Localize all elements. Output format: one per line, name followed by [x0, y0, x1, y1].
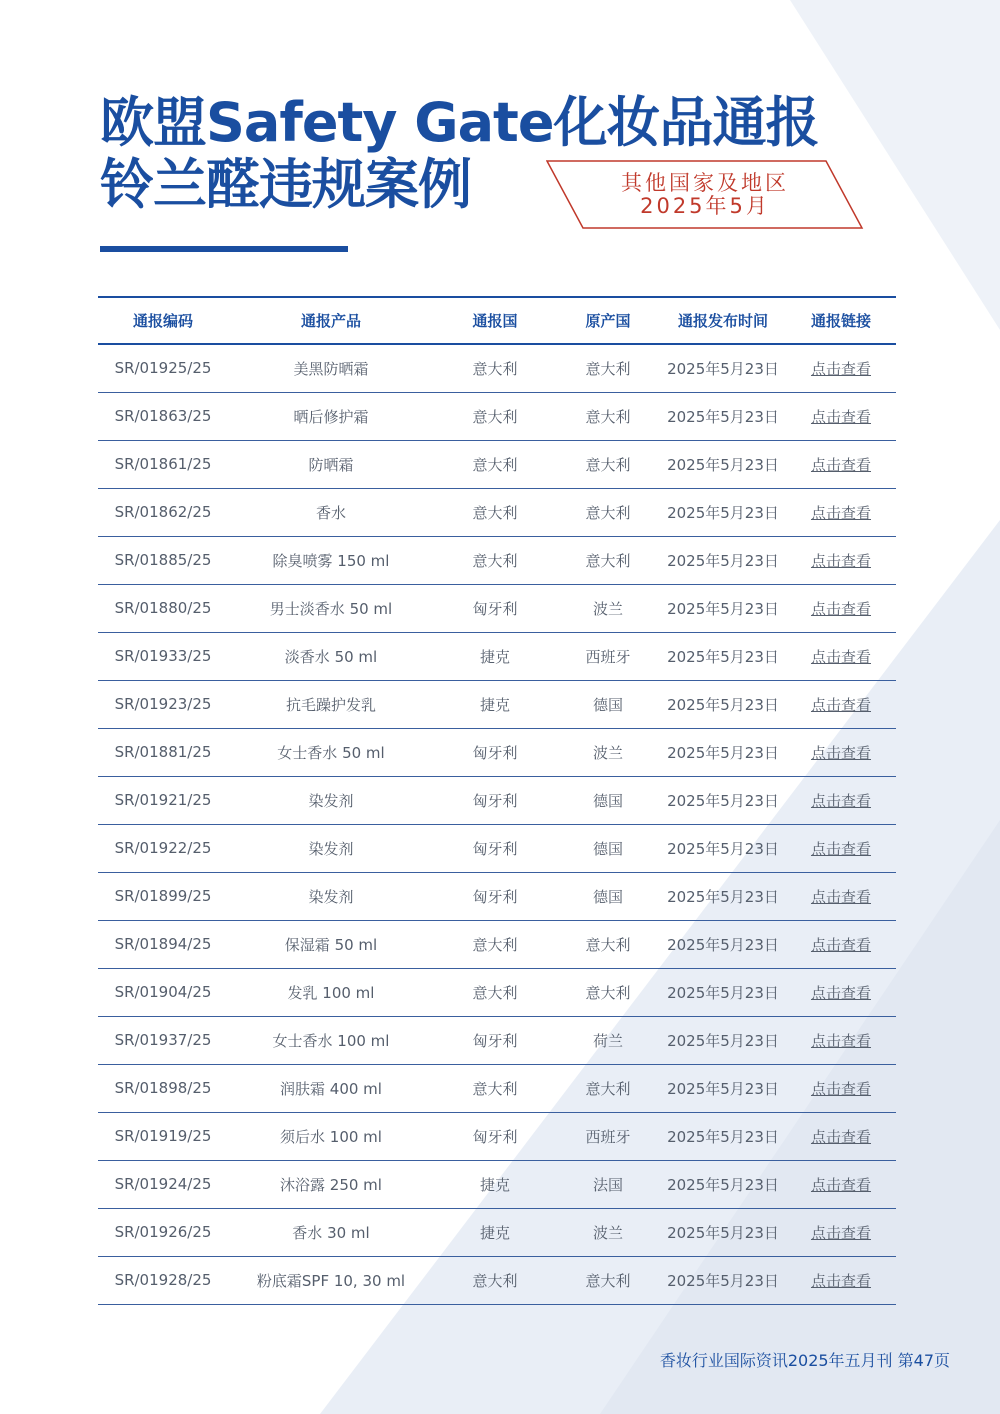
cell-link — [786, 536, 896, 584]
cell-product: 美黑防晒霜 — [293, 359, 369, 378]
cell-notifying-country: 意大利 — [472, 983, 518, 1002]
cell-origin-country: 意大利 — [585, 1271, 631, 1290]
cell-notifying-country: 意大利 — [472, 455, 518, 474]
table-body — [98, 344, 896, 1304]
cell-notifying-country: 匈牙利 — [472, 887, 518, 906]
cell-origin-country: 意大利 — [585, 455, 631, 474]
cell-date: 2025年5月23日 — [667, 1175, 779, 1194]
cell-link — [786, 632, 896, 680]
cell-code: SR/01923/25 — [114, 695, 212, 713]
cell-date: 2025年5月23日 — [667, 983, 779, 1002]
region-date-tag — [546, 160, 864, 230]
cell-origin-country: 德国 — [592, 695, 623, 714]
header-product: 通报产品 — [300, 312, 361, 330]
cell-notifying-country: 匈牙利 — [472, 1031, 518, 1050]
cell-code: SR/01861/25 — [114, 455, 212, 473]
cell-notifying-country: 意大利 — [472, 1271, 518, 1290]
cell-notifying-country: 意大利 — [472, 935, 518, 954]
page-footer: 香妆行业国际资讯2025年五月刊 第47页 — [659, 1351, 950, 1370]
cell-origin-country: 波兰 — [592, 743, 623, 762]
table-row — [98, 536, 896, 584]
cell-origin-country: 法国 — [592, 1175, 623, 1194]
view-link[interactable]: 点击查看 — [810, 791, 871, 810]
view-link[interactable]: 点击查看 — [810, 695, 871, 714]
cell-code: SR/01898/25 — [114, 1079, 212, 1097]
cell-product: 女士香水 100 ml — [272, 1031, 390, 1050]
cell-product: 润肤霜 400 ml — [280, 1079, 382, 1098]
table-row — [98, 968, 896, 1016]
header-code: 通报编码 — [132, 312, 193, 330]
table-row — [98, 440, 896, 488]
cell-notifying-country: 意大利 — [472, 407, 518, 426]
view-link[interactable]: 点击查看 — [810, 1127, 871, 1146]
view-link[interactable]: 点击查看 — [810, 503, 871, 522]
cell-product: 男士淡香水 50 ml — [269, 599, 393, 618]
table-row — [98, 584, 896, 632]
header-link: 通报链接 — [810, 312, 871, 330]
cell-link — [786, 728, 896, 776]
cell-date: 2025年5月23日 — [667, 599, 779, 618]
cell-product: 粉底霜SPF 10, 30 ml — [256, 1271, 406, 1290]
cell-date: 2025年5月23日 — [667, 1079, 779, 1098]
cell-origin-country: 荷兰 — [592, 1031, 623, 1050]
table-row — [98, 1112, 896, 1160]
cell-origin-country: 意大利 — [585, 935, 631, 954]
cell-notifying-country: 意大利 — [472, 359, 518, 378]
cell-origin-country: 西班牙 — [585, 647, 631, 666]
cell-product: 香水 30 ml — [292, 1223, 370, 1242]
cell-code: SR/01924/25 — [114, 1175, 212, 1193]
cell-date: 2025年5月23日 — [667, 839, 779, 858]
title-underline — [100, 246, 348, 252]
cell-notifying-country: 匈牙利 — [472, 599, 518, 618]
tag-date: 2025年5月 — [640, 194, 770, 218]
cell-origin-country: 德国 — [592, 791, 623, 810]
cell-product: 抗毛躁护发乳 — [285, 695, 376, 714]
cell-link — [786, 584, 896, 632]
cell-date: 2025年5月23日 — [667, 359, 779, 378]
view-link[interactable]: 点击查看 — [810, 983, 871, 1002]
table-row — [98, 1064, 896, 1112]
cell-link — [786, 824, 896, 872]
cell-date: 2025年5月23日 — [667, 551, 779, 570]
cell-product: 除臭喷雾 150 ml — [272, 551, 390, 570]
cell-product: 沐浴露 250 ml — [280, 1175, 382, 1194]
cell-date: 2025年5月23日 — [667, 407, 779, 426]
cell-code: SR/01899/25 — [114, 887, 212, 905]
cell-date: 2025年5月23日 — [667, 1223, 779, 1242]
cell-notifying-country: 匈牙利 — [472, 1127, 518, 1146]
cell-notifying-country: 捷克 — [479, 647, 510, 666]
cell-date: 2025年5月23日 — [667, 743, 779, 762]
table-row — [98, 680, 896, 728]
cell-product: 晒后修护霜 — [293, 407, 369, 426]
cell-date: 2025年5月23日 — [667, 647, 779, 666]
view-link[interactable]: 点击查看 — [810, 647, 871, 666]
cell-product: 染发剂 — [308, 839, 354, 858]
view-link[interactable]: 点击查看 — [810, 1271, 871, 1290]
cell-date: 2025年5月23日 — [667, 791, 779, 810]
cell-code: SR/01928/25 — [114, 1271, 212, 1289]
cell-code: SR/01885/25 — [114, 551, 212, 569]
title-line-2: 铃兰醛违规案例 — [100, 153, 471, 216]
header-origin-country: 原产国 — [585, 312, 631, 330]
cell-product: 香水 — [315, 503, 346, 522]
view-link[interactable]: 点击查看 — [810, 455, 871, 474]
view-link[interactable]: 点击查看 — [810, 599, 871, 618]
cell-link — [786, 1256, 896, 1304]
cell-link — [786, 488, 896, 536]
cell-origin-country: 波兰 — [592, 1223, 623, 1242]
header-notifying-country: 通报国 — [472, 312, 518, 330]
cell-link — [786, 344, 896, 392]
cell-link — [786, 920, 896, 968]
cell-code: SR/01937/25 — [114, 1031, 212, 1049]
cell-code: SR/01880/25 — [114, 599, 212, 617]
cell-product: 染发剂 — [308, 791, 354, 810]
cell-code: SR/01863/25 — [114, 407, 212, 425]
notification-table — [98, 296, 896, 1305]
cell-origin-country: 德国 — [592, 839, 623, 858]
cell-origin-country: 德国 — [592, 887, 623, 906]
table-row — [98, 1208, 896, 1256]
view-link[interactable]: 点击查看 — [810, 887, 871, 906]
view-link[interactable]: 点击查看 — [810, 407, 871, 426]
view-link[interactable]: 点击查看 — [810, 551, 871, 570]
view-link[interactable]: 点击查看 — [810, 839, 871, 858]
cell-product: 发乳 100 ml — [287, 983, 375, 1002]
cell-code: SR/01925/25 — [114, 359, 212, 378]
table-row — [98, 1016, 896, 1064]
cell-link — [786, 1160, 896, 1208]
view-link[interactable]: 点击查看 — [810, 743, 871, 762]
tag-region: 其他国家及地区 — [621, 171, 789, 195]
view-link[interactable]: 点击查看 — [810, 1079, 871, 1098]
cell-date: 2025年5月23日 — [667, 503, 779, 522]
cell-notifying-country: 捷克 — [479, 695, 510, 714]
cell-code: SR/01894/25 — [114, 935, 212, 953]
cell-notifying-country: 意大利 — [472, 551, 518, 570]
cell-link — [786, 1112, 896, 1160]
view-link[interactable]: 点击查看 — [810, 1031, 871, 1050]
cell-link — [786, 392, 896, 440]
table-row — [98, 632, 896, 680]
cell-notifying-country: 捷克 — [479, 1223, 510, 1242]
cell-link — [786, 776, 896, 824]
cell-code: SR/01921/25 — [114, 791, 212, 809]
title-line-1: 欧盟Safety Gate化妆品通报 — [100, 91, 819, 154]
table-row — [98, 872, 896, 920]
cell-link — [786, 1064, 896, 1112]
cell-notifying-country: 匈牙利 — [472, 791, 518, 810]
table-row — [98, 824, 896, 872]
cell-date: 2025年5月23日 — [667, 1127, 779, 1146]
cell-origin-country: 意大利 — [585, 359, 631, 378]
cell-date: 2025年5月23日 — [667, 935, 779, 954]
cell-origin-country: 意大利 — [585, 503, 631, 522]
cell-date: 2025年5月23日 — [667, 695, 779, 714]
view-link[interactable]: 点击查看 — [810, 1223, 871, 1242]
table-row — [98, 392, 896, 440]
cell-link — [786, 680, 896, 728]
cell-link — [786, 1208, 896, 1256]
cell-link — [786, 968, 896, 1016]
cell-product: 须后水 100 ml — [280, 1127, 382, 1146]
cell-origin-country: 波兰 — [592, 599, 623, 618]
cell-code: SR/01881/25 — [114, 743, 212, 761]
cell-code: SR/01904/25 — [114, 983, 212, 1001]
cell-date: 2025年5月23日 — [667, 887, 779, 906]
cell-code: SR/01933/25 — [114, 647, 212, 665]
table-row — [98, 728, 896, 776]
cell-link — [786, 872, 896, 920]
table-row — [98, 488, 896, 536]
cell-code: SR/01919/25 — [114, 1127, 212, 1145]
cell-code: SR/01862/25 — [114, 503, 212, 521]
header-date: 通报发布时间 — [677, 312, 768, 330]
cell-origin-country: 意大利 — [585, 407, 631, 426]
cell-origin-country: 西班牙 — [585, 1127, 631, 1146]
cell-product: 防晒霜 — [308, 455, 354, 474]
cell-product: 保湿霜 50 ml — [284, 935, 378, 954]
cell-product: 淡香水 50 ml — [284, 647, 378, 666]
table-header-row — [98, 297, 896, 344]
cell-product: 染发剂 — [308, 887, 354, 906]
cell-code: SR/01922/25 — [114, 839, 212, 857]
view-link[interactable]: 点击查看 — [810, 935, 871, 954]
table-row — [98, 1160, 896, 1208]
cell-link — [786, 440, 896, 488]
cell-origin-country: 意大利 — [585, 1079, 631, 1098]
cell-notifying-country: 匈牙利 — [472, 839, 518, 858]
cell-product: 女士香水 50 ml — [277, 743, 385, 762]
cell-date: 2025年5月23日 — [667, 1031, 779, 1050]
cell-notifying-country: 匈牙利 — [472, 743, 518, 762]
cell-origin-country: 意大利 — [585, 983, 631, 1002]
view-link[interactable]: 点击查看 — [810, 1175, 871, 1194]
table-row — [98, 920, 896, 968]
cell-link — [786, 1016, 896, 1064]
cell-date: 2025年5月23日 — [667, 1271, 779, 1290]
table-row — [98, 344, 896, 392]
view-link[interactable]: 点击查看 — [810, 359, 871, 378]
cell-notifying-country: 意大利 — [472, 503, 518, 522]
cell-notifying-country: 捷克 — [479, 1175, 510, 1194]
cell-code: SR/01926/25 — [114, 1223, 212, 1241]
table-row — [98, 776, 896, 824]
cell-notifying-country: 意大利 — [472, 1079, 518, 1098]
cell-origin-country: 意大利 — [585, 551, 631, 570]
cell-date: 2025年5月23日 — [667, 455, 779, 474]
table-row — [98, 1256, 896, 1304]
